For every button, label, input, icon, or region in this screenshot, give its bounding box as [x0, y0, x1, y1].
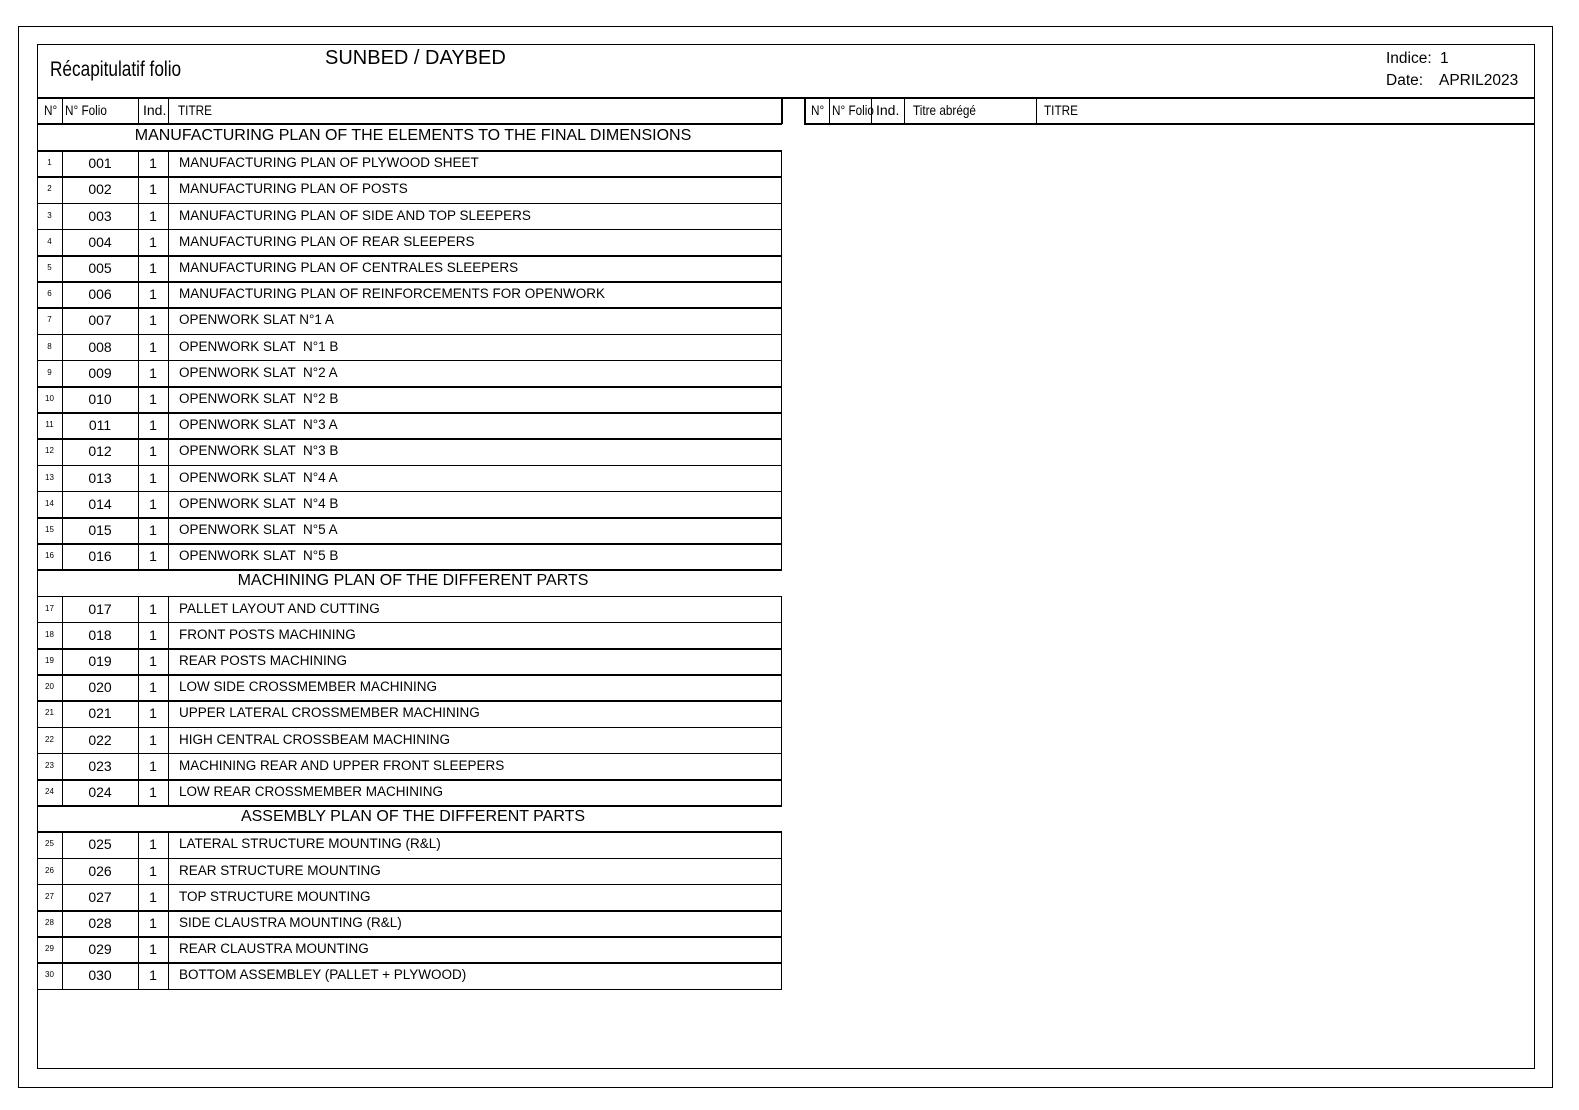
table-row	[37, 176, 782, 202]
row-indice: 1	[149, 967, 157, 984]
row-title: MANUFACTURING PLAN OF SIDE AND TOP SLEEPERS	[179, 207, 531, 223]
col-sep	[168, 97, 169, 124]
row-number: 13	[45, 472, 54, 482]
folio-number: 009	[88, 364, 112, 381]
row-number: 18	[45, 629, 54, 639]
document-label: Récapitulatif folio	[50, 58, 182, 81]
row-indice: 1	[149, 522, 157, 538]
row-indice: 1	[149, 888, 157, 905]
row-number: 30	[45, 970, 54, 980]
col-sep	[168, 831, 169, 988]
folio-number: 029	[88, 941, 112, 958]
folio-number: 027	[88, 888, 112, 905]
table-row	[37, 307, 782, 333]
table-row	[37, 753, 782, 779]
col-sep	[62, 596, 63, 806]
table-row	[37, 727, 782, 753]
table-row	[37, 438, 782, 464]
folio-number: 001	[88, 155, 112, 172]
row-title: MANUFACTURING PLAN OF PLYWOOD SHEET	[179, 155, 479, 171]
row-number: 5	[47, 263, 52, 272]
section-heading: MACHINING PLAN OF THE DIFFERENT PARTS	[237, 572, 589, 590]
left-header-bottom	[37, 123, 782, 125]
section-heading: ASSEMBLY PLAN OF THE DIFFERENT PARTS	[240, 808, 586, 826]
right-header-bottom	[804, 123, 1535, 125]
row-number: 20	[45, 682, 54, 692]
row-number: 2	[47, 184, 52, 194]
row-number: 27	[45, 891, 54, 901]
row-number: 1	[47, 158, 52, 168]
table-row	[37, 465, 782, 491]
col-sep	[168, 596, 169, 806]
row-title: OPENWORK SLAT N°5 B	[179, 548, 339, 564]
table-row	[37, 491, 782, 517]
row-indice: 1	[149, 233, 157, 250]
row-number: 16	[45, 551, 54, 561]
row-title: MANUFACTURING PLAN OF POSTS	[179, 181, 408, 197]
table-row	[37, 648, 782, 674]
row-title: LOW SIDE CROSSMEMBER MACHINING	[179, 679, 438, 695]
table-row	[37, 674, 782, 700]
col-sep	[904, 97, 905, 124]
table-row	[37, 858, 782, 884]
row-indice: 1	[149, 391, 157, 407]
row-number: 6	[47, 289, 52, 299]
row-title: MANUFACTURING PLAN OF CENTRALES SLEEPERS	[179, 260, 519, 275]
row-number: 15	[45, 525, 54, 534]
row-indice: 1	[149, 286, 157, 303]
row-indice: 1	[149, 364, 157, 381]
row-number: 11	[45, 420, 54, 430]
row-indice: 1	[149, 338, 157, 355]
table-row	[37, 281, 782, 307]
row-indice: 1	[149, 626, 157, 643]
table-row	[37, 962, 782, 988]
row-indice: 1	[149, 181, 157, 198]
folio-number: 016	[88, 548, 112, 565]
table-row	[37, 229, 782, 255]
col-sep	[138, 596, 139, 806]
folio-number: 006	[88, 286, 112, 303]
row-title: OPENWORK SLAT N°2 A	[179, 364, 338, 380]
row-title: OPENWORK SLAT N°3 A	[179, 417, 338, 433]
folio-number: 005	[88, 260, 112, 276]
row-number: 25	[45, 839, 54, 849]
left-col-ind: Ind.	[143, 102, 167, 118]
row-number: 28	[45, 918, 54, 927]
row-indice: 1	[149, 600, 157, 617]
row-indice: 1	[149, 548, 157, 565]
table-row	[37, 831, 782, 857]
row-title: MANUFACTURING PLAN OF REINFORCEMENTS FOR OPENWORK	[179, 286, 606, 302]
row-title: OPENWORK SLAT N°4 A	[179, 469, 338, 485]
row-title: LOW REAR CROSSMEMBER MACHINING	[179, 784, 444, 799]
row-indice: 1	[149, 417, 157, 434]
row-number: 19	[45, 656, 54, 665]
row-number: 8	[47, 341, 52, 351]
folio-number: 028	[88, 915, 112, 931]
row-indice: 1	[149, 653, 157, 669]
col-sep	[781, 831, 782, 988]
row-indice: 1	[149, 155, 157, 172]
right-col-titre: TITRE	[1044, 102, 1078, 118]
table-row	[37, 517, 782, 543]
row-number: 26	[45, 865, 54, 875]
row-rule	[37, 805, 782, 807]
folio-number: 019	[88, 653, 112, 669]
row-title: TOP STRUCTURE MOUNTING	[179, 888, 371, 904]
row-title: REAR POSTS MACHINING	[179, 653, 348, 668]
right-col-folio: N° Folio	[832, 102, 874, 118]
row-number: 17	[45, 603, 54, 613]
row-number: 12	[45, 446, 54, 456]
table-row	[37, 334, 782, 360]
date-value: APRIL2023	[1439, 72, 1519, 89]
row-number: 4	[47, 236, 52, 246]
row-number: 24	[45, 787, 54, 796]
row-number: 9	[47, 367, 52, 377]
folio-number: 026	[88, 862, 112, 879]
row-indice: 1	[149, 757, 157, 774]
row-indice: 1	[149, 836, 157, 853]
table-row	[37, 700, 782, 726]
row-indice: 1	[149, 679, 157, 696]
left-col-folio: N° Folio	[65, 102, 107, 118]
row-title: REAR CLAUSTRA MOUNTING	[179, 941, 369, 957]
row-number: 7	[47, 315, 52, 325]
right-col-n: N°	[811, 102, 825, 118]
folio-number: 007	[88, 312, 112, 329]
row-title: PALLET LAYOUT AND CUTTING	[179, 600, 380, 616]
col-sep	[138, 831, 139, 988]
indice-label: Indice:	[1386, 50, 1432, 67]
folio-number: 030	[88, 967, 112, 984]
row-indice: 1	[149, 312, 157, 329]
row-number: 22	[45, 734, 54, 744]
folio-number: 008	[88, 338, 112, 355]
table-row	[37, 884, 782, 910]
right-col-abbrev: Titre abrégé	[913, 102, 976, 118]
right-header-edge	[804, 97, 806, 124]
row-title: SIDE CLAUSTRA MOUNTING (R&L)	[179, 915, 402, 930]
row-title: OPENWORK SLAT N°1 A	[179, 312, 334, 328]
row-title: OPENWORK SLAT N°1 B	[179, 338, 339, 354]
row-rule	[37, 569, 782, 571]
row-title: OPENWORK SLAT N°3 B	[179, 443, 339, 459]
table-row	[37, 255, 782, 281]
folio-number: 018	[88, 626, 112, 643]
col-sep	[781, 596, 782, 806]
folio-number: 021	[88, 705, 112, 722]
row-indice: 1	[149, 731, 157, 748]
col-sep	[781, 150, 782, 569]
row-number: 10	[45, 394, 54, 403]
row-title: LATERAL STRUCTURE MOUNTING (R&L)	[179, 836, 441, 852]
col-sep	[138, 97, 139, 124]
table-row	[37, 412, 782, 438]
folio-number: 015	[88, 522, 112, 538]
row-title: FRONT POSTS MACHINING	[179, 626, 356, 642]
left-col-titre: TITRE	[178, 102, 212, 118]
folio-number: 024	[88, 784, 112, 800]
row-title: OPENWORK SLAT N°4 B	[179, 495, 339, 511]
col-sep	[138, 150, 139, 569]
col-sep	[1036, 97, 1037, 124]
table-row	[37, 203, 782, 229]
left-header-edge	[781, 97, 783, 124]
folio-number: 022	[88, 731, 112, 748]
folio-number: 002	[88, 181, 112, 198]
section-heading: MANUFACTURING PLAN OF THE ELEMENTS TO THE FINAL DIMENSIONS	[134, 127, 692, 144]
table-row	[37, 543, 782, 569]
row-number: 3	[47, 210, 52, 220]
row-indice: 1	[149, 705, 157, 722]
folio-number: 017	[88, 600, 112, 617]
row-indice: 1	[149, 443, 157, 460]
table-row	[37, 150, 782, 176]
row-indice: 1	[149, 469, 157, 486]
folio-number: 013	[88, 469, 112, 486]
folio-number: 023	[88, 757, 112, 774]
row-number: 14	[45, 498, 54, 508]
document-title: SUNBED / DAYBED	[325, 47, 506, 69]
row-number: 23	[45, 760, 54, 770]
row-rule	[37, 989, 782, 991]
row-number: 21	[45, 708, 54, 718]
row-title: HIGH CENTRAL CROSSBEAM MACHINING	[179, 731, 451, 747]
table-row	[37, 360, 782, 386]
table-row	[37, 779, 782, 805]
folio-number: 003	[88, 207, 112, 224]
folio-number: 011	[88, 417, 112, 434]
row-title: MACHINING REAR AND UPPER FRONT SLEEPERS	[179, 757, 505, 773]
folio-number: 014	[88, 495, 112, 512]
row-title: REAR STRUCTURE MOUNTING	[179, 862, 381, 878]
row-number: 29	[45, 944, 54, 954]
row-indice: 1	[149, 784, 157, 800]
col-sep	[62, 150, 63, 569]
folio-number: 020	[88, 679, 112, 696]
folio-number: 025	[88, 836, 112, 853]
row-indice: 1	[149, 862, 157, 879]
date-label: Date:	[1386, 72, 1424, 89]
table-row	[37, 910, 782, 936]
row-indice: 1	[149, 941, 157, 958]
row-indice: 1	[149, 495, 157, 512]
folio-number: 010	[88, 391, 112, 407]
row-indice: 1	[149, 915, 157, 931]
table-row	[37, 386, 782, 412]
indice-value: 1	[1440, 50, 1449, 67]
row-title: OPENWORK SLAT N°2 B	[179, 391, 339, 406]
row-indice: 1	[149, 260, 157, 276]
row-indice: 1	[149, 207, 157, 224]
row-title: UPPER LATERAL CROSSMEMBER MACHINING	[179, 705, 480, 721]
left-col-n: N°	[44, 102, 58, 118]
folio-number: 012	[88, 443, 112, 460]
right-col-ind: Ind.	[876, 102, 900, 118]
col-sep	[62, 831, 63, 988]
col-sep	[168, 150, 169, 569]
folio-number: 004	[88, 233, 112, 250]
col-sep	[62, 97, 63, 124]
table-row	[37, 622, 782, 648]
header-divider	[37, 97, 1535, 99]
row-title: BOTTOM ASSEMBLEY (PALLET + PLYWOOD)	[179, 967, 467, 983]
table-row	[37, 596, 782, 622]
col-sep	[829, 97, 830, 124]
row-title: MANUFACTURING PLAN OF REAR SLEEPERS	[179, 233, 475, 249]
row-title: OPENWORK SLAT N°5 A	[179, 522, 338, 537]
table-row	[37, 936, 782, 962]
